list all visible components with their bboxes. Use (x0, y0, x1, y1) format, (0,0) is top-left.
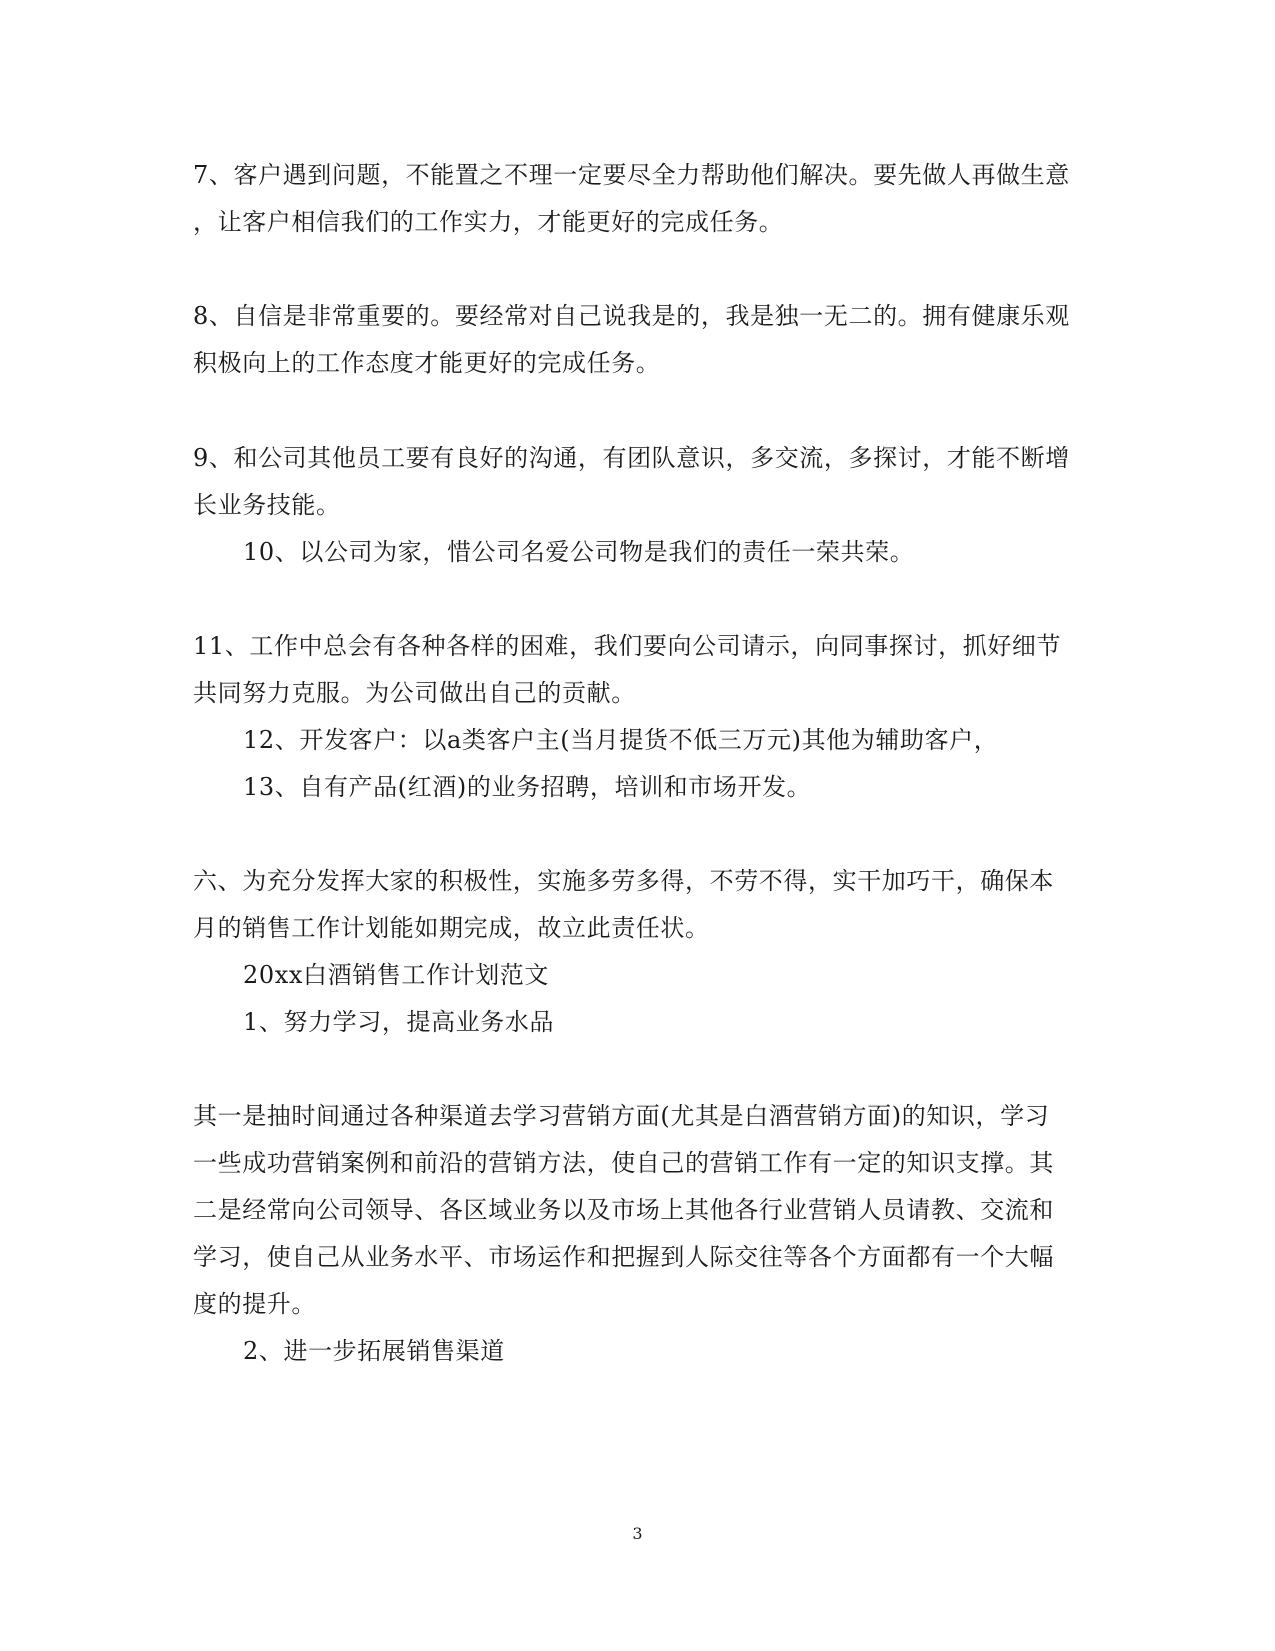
text-line: 12、开发客户：以a类客户主(当月提货不低三万元)其他为辅助客户， (243, 726, 999, 754)
text-line: 10、以公司为家，惜公司名爱公司物是我们的责任一荣共荣。 (243, 538, 915, 566)
text-line: 六、为充分发挥大家的积极性，实施多劳多得，不劳不得，实干加巧干，确保本 (193, 867, 1054, 895)
page-number: 3 (632, 1524, 643, 1543)
text-line: 月的销售工作计划能如期完成，故立此责任状。 (193, 914, 710, 942)
text-line: 度的提升。 (193, 1290, 316, 1318)
text-line: 共同努力克服。为公司做出自己的贡献。 (193, 679, 636, 707)
text-line: 7、客户遇到问题，不能置之不理一定要尽全力帮助他们解决。要先做人再做生意 (193, 161, 1070, 189)
text-line: 学习，使自己从业务水平、市场运作和把握到人际交往等各个方面都有一个大幅 (193, 1243, 1054, 1271)
text-line: 8、自信是非常重要的。要经常对自己说我是的，我是独一无二的。拥有健康乐观 (193, 302, 1070, 330)
text-line: 2、进一步拓展销售渠道 (243, 1337, 505, 1365)
text-line: 1、努力学习，提高业务水品 (243, 1008, 555, 1036)
text-line: 其一是抽时间通过各种渠道去学习营销方面(尤其是白酒营销方面)的知识，学习 (193, 1102, 1050, 1130)
text-line: 长业务技能。 (193, 491, 341, 519)
text-line: 11、工作中总会有各种各样的困难，我们要向公司请示，向同事探讨，抓好细节 (193, 632, 1062, 660)
text-line: 二是经常向公司领导、各区域业务以及市场上其他各行业营销人员请教、交流和 (193, 1196, 1054, 1224)
text-line: 一些成功营销案例和前沿的营销方法，使自己的营销工作有一定的知识支撑。其 (193, 1149, 1054, 1177)
text-line: ，让客户相信我们的工作实力，才能更好的完成任务。 (193, 208, 784, 236)
section-heading: 20xx白酒销售工作计划范文 (243, 961, 550, 989)
text-line: 9、和公司其他员工要有良好的沟通，有团队意识，多交流，多探讨，才能不断增 (193, 444, 1070, 472)
text-line: 积极向上的工作态度才能更好的完成任务。 (193, 349, 661, 377)
text-line: 13、自有产品(红酒)的业务招聘，培训和市场开发。 (243, 773, 812, 801)
